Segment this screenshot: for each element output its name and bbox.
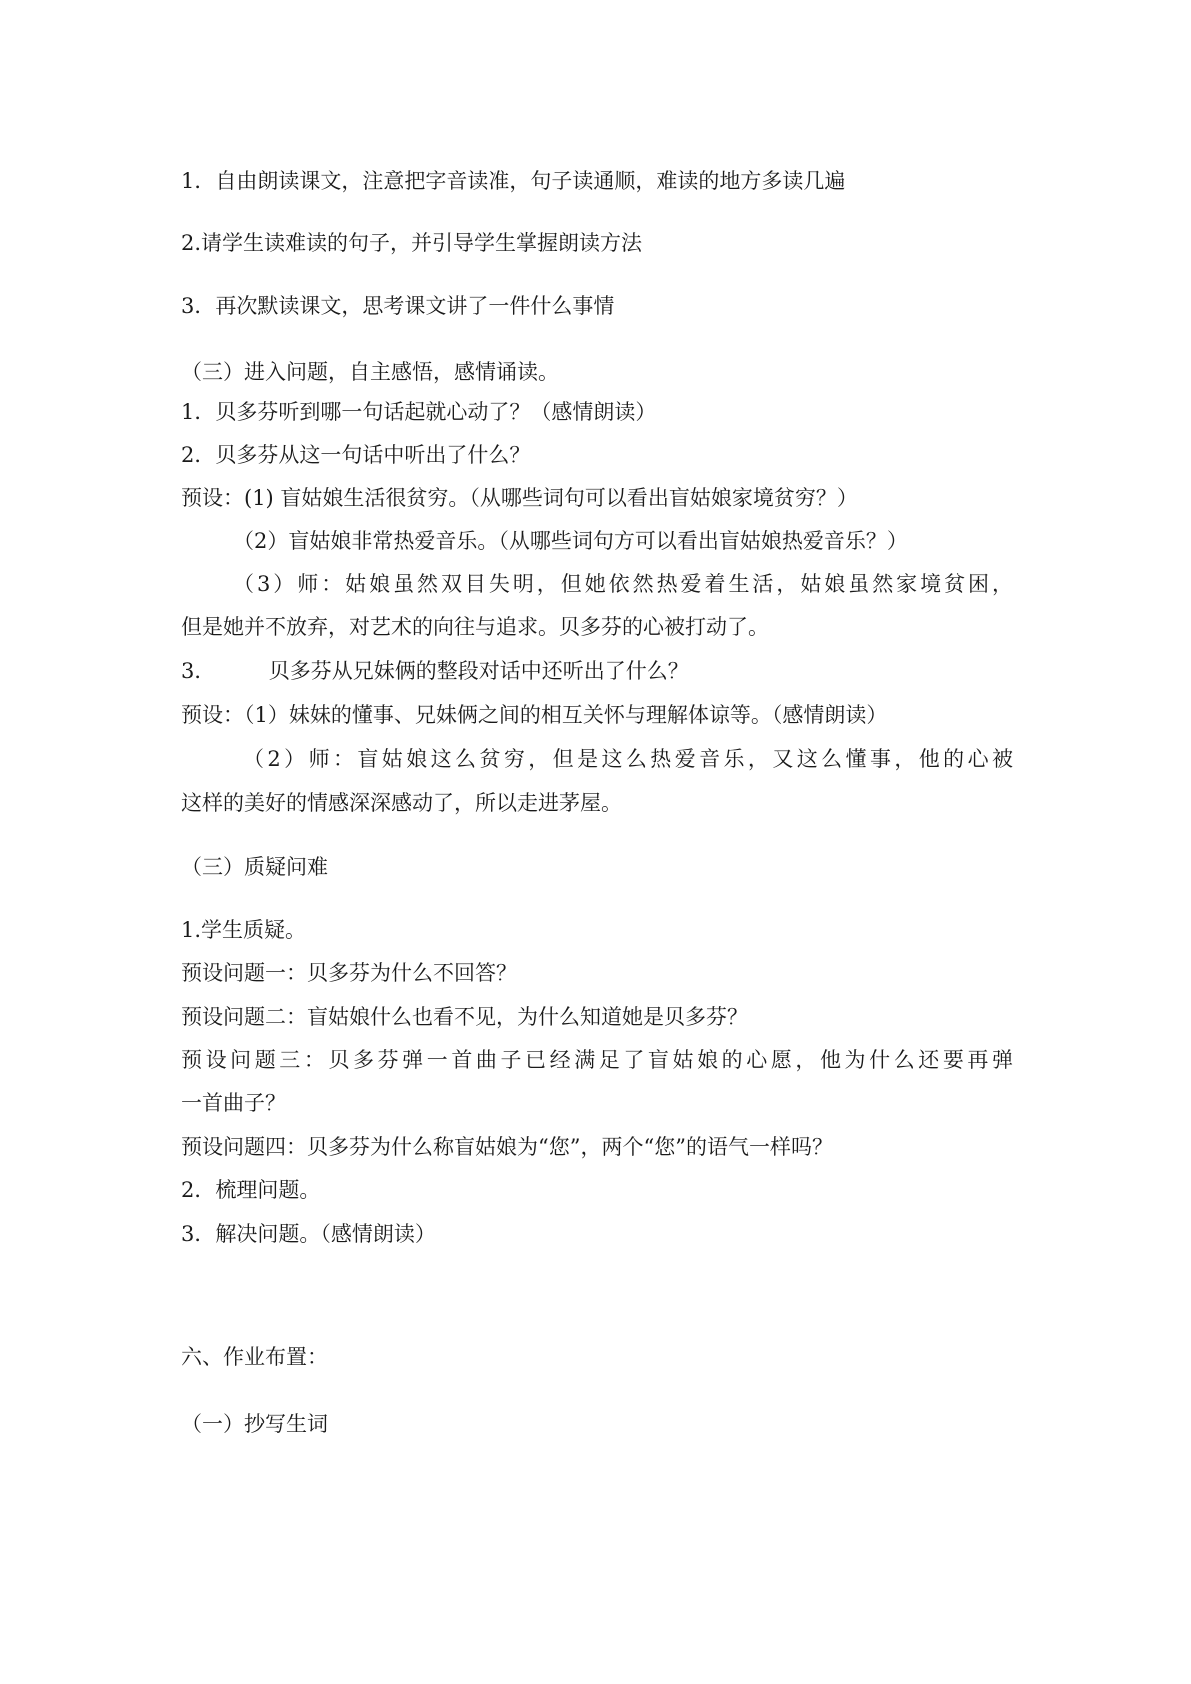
preset-b-2-line-1: （2）师：盲姑娘这么贫穷，但是这么热爱音乐，又这么懂事，他的心被 bbox=[243, 747, 1013, 771]
question-1: 1．贝多芬听到哪一句话起就心动了？（感情朗读） bbox=[181, 400, 657, 424]
preset-b-2-line-2: 这样的美好的情感深深感动了，所以走进茅屋。 bbox=[181, 791, 622, 815]
preset-question-4: 预设问题四：贝多芬为什么称盲姑娘为“您”，两个“您”的语气一样吗？ bbox=[181, 1135, 833, 1159]
section-heading-homework: 六、作业布置： bbox=[181, 1345, 328, 1369]
preset-1: 预设：(1) 盲姑娘生活很贫穷。（从哪些词句可以看出盲姑娘家境贫穷？） bbox=[181, 486, 858, 510]
solve-questions: 3．解决问题。（感情朗读） bbox=[181, 1222, 436, 1246]
section-heading-questioning: （三）质疑问难 bbox=[181, 855, 328, 879]
organize-questions: 2．梳理问题。 bbox=[181, 1178, 321, 1202]
student-questioning: 1.学生质疑。 bbox=[181, 918, 307, 942]
step-difficult-sentences: 2.请学生读难读的句子，并引导学生掌握朗读方法 bbox=[181, 231, 643, 255]
preset-3-line-1: （3）师：姑娘虽然双目失明，但她依然热爱着生活，姑娘虽然家境贫困， bbox=[233, 572, 1013, 596]
question-3: 3． 贝多芬从兄妹俩的整段对话中还听出了什么？ bbox=[181, 659, 689, 683]
preset-b-1: 预设：（1）妹妹的懂事、兄妹俩之间的相互关怀与理解体谅等。（感情朗读） bbox=[181, 703, 888, 727]
preset-question-2: 预设问题二：盲姑娘什么也看不见，为什么知道她是贝多芬？ bbox=[181, 1005, 748, 1029]
step-free-reading: 1．自由朗读课文，注意把字音读准，句子读通顺，难读的地方多读几遍 bbox=[181, 169, 846, 193]
preset-question-3-line-1: 预设问题三：贝多芬弹一首曲子已经满足了盲姑娘的心愿，他为什么还要再弹 bbox=[181, 1048, 1013, 1072]
step-silent-reading: 3．再次默读课文，思考课文讲了一件什么事情 bbox=[181, 294, 615, 318]
preset-2: （2）盲姑娘非常热爱音乐。（从哪些词句方可以看出盲姑娘热爱音乐？） bbox=[233, 529, 908, 553]
homework-item-1: （一）抄写生词 bbox=[181, 1412, 328, 1436]
question-2: 2．贝多芬从这一句话中听出了什么？ bbox=[181, 443, 531, 467]
preset-question-1: 预设问题一：贝多芬为什么不回答？ bbox=[181, 961, 517, 985]
preset-3-line-2: 但是她并不放弃，对艺术的向往与追求。贝多芬的心被打动了。 bbox=[181, 615, 769, 639]
preset-question-3-line-2: 一首曲子？ bbox=[181, 1091, 286, 1115]
section-heading-enter-questions: （三）进入问题，自主感悟，感情诵读。 bbox=[181, 360, 559, 384]
